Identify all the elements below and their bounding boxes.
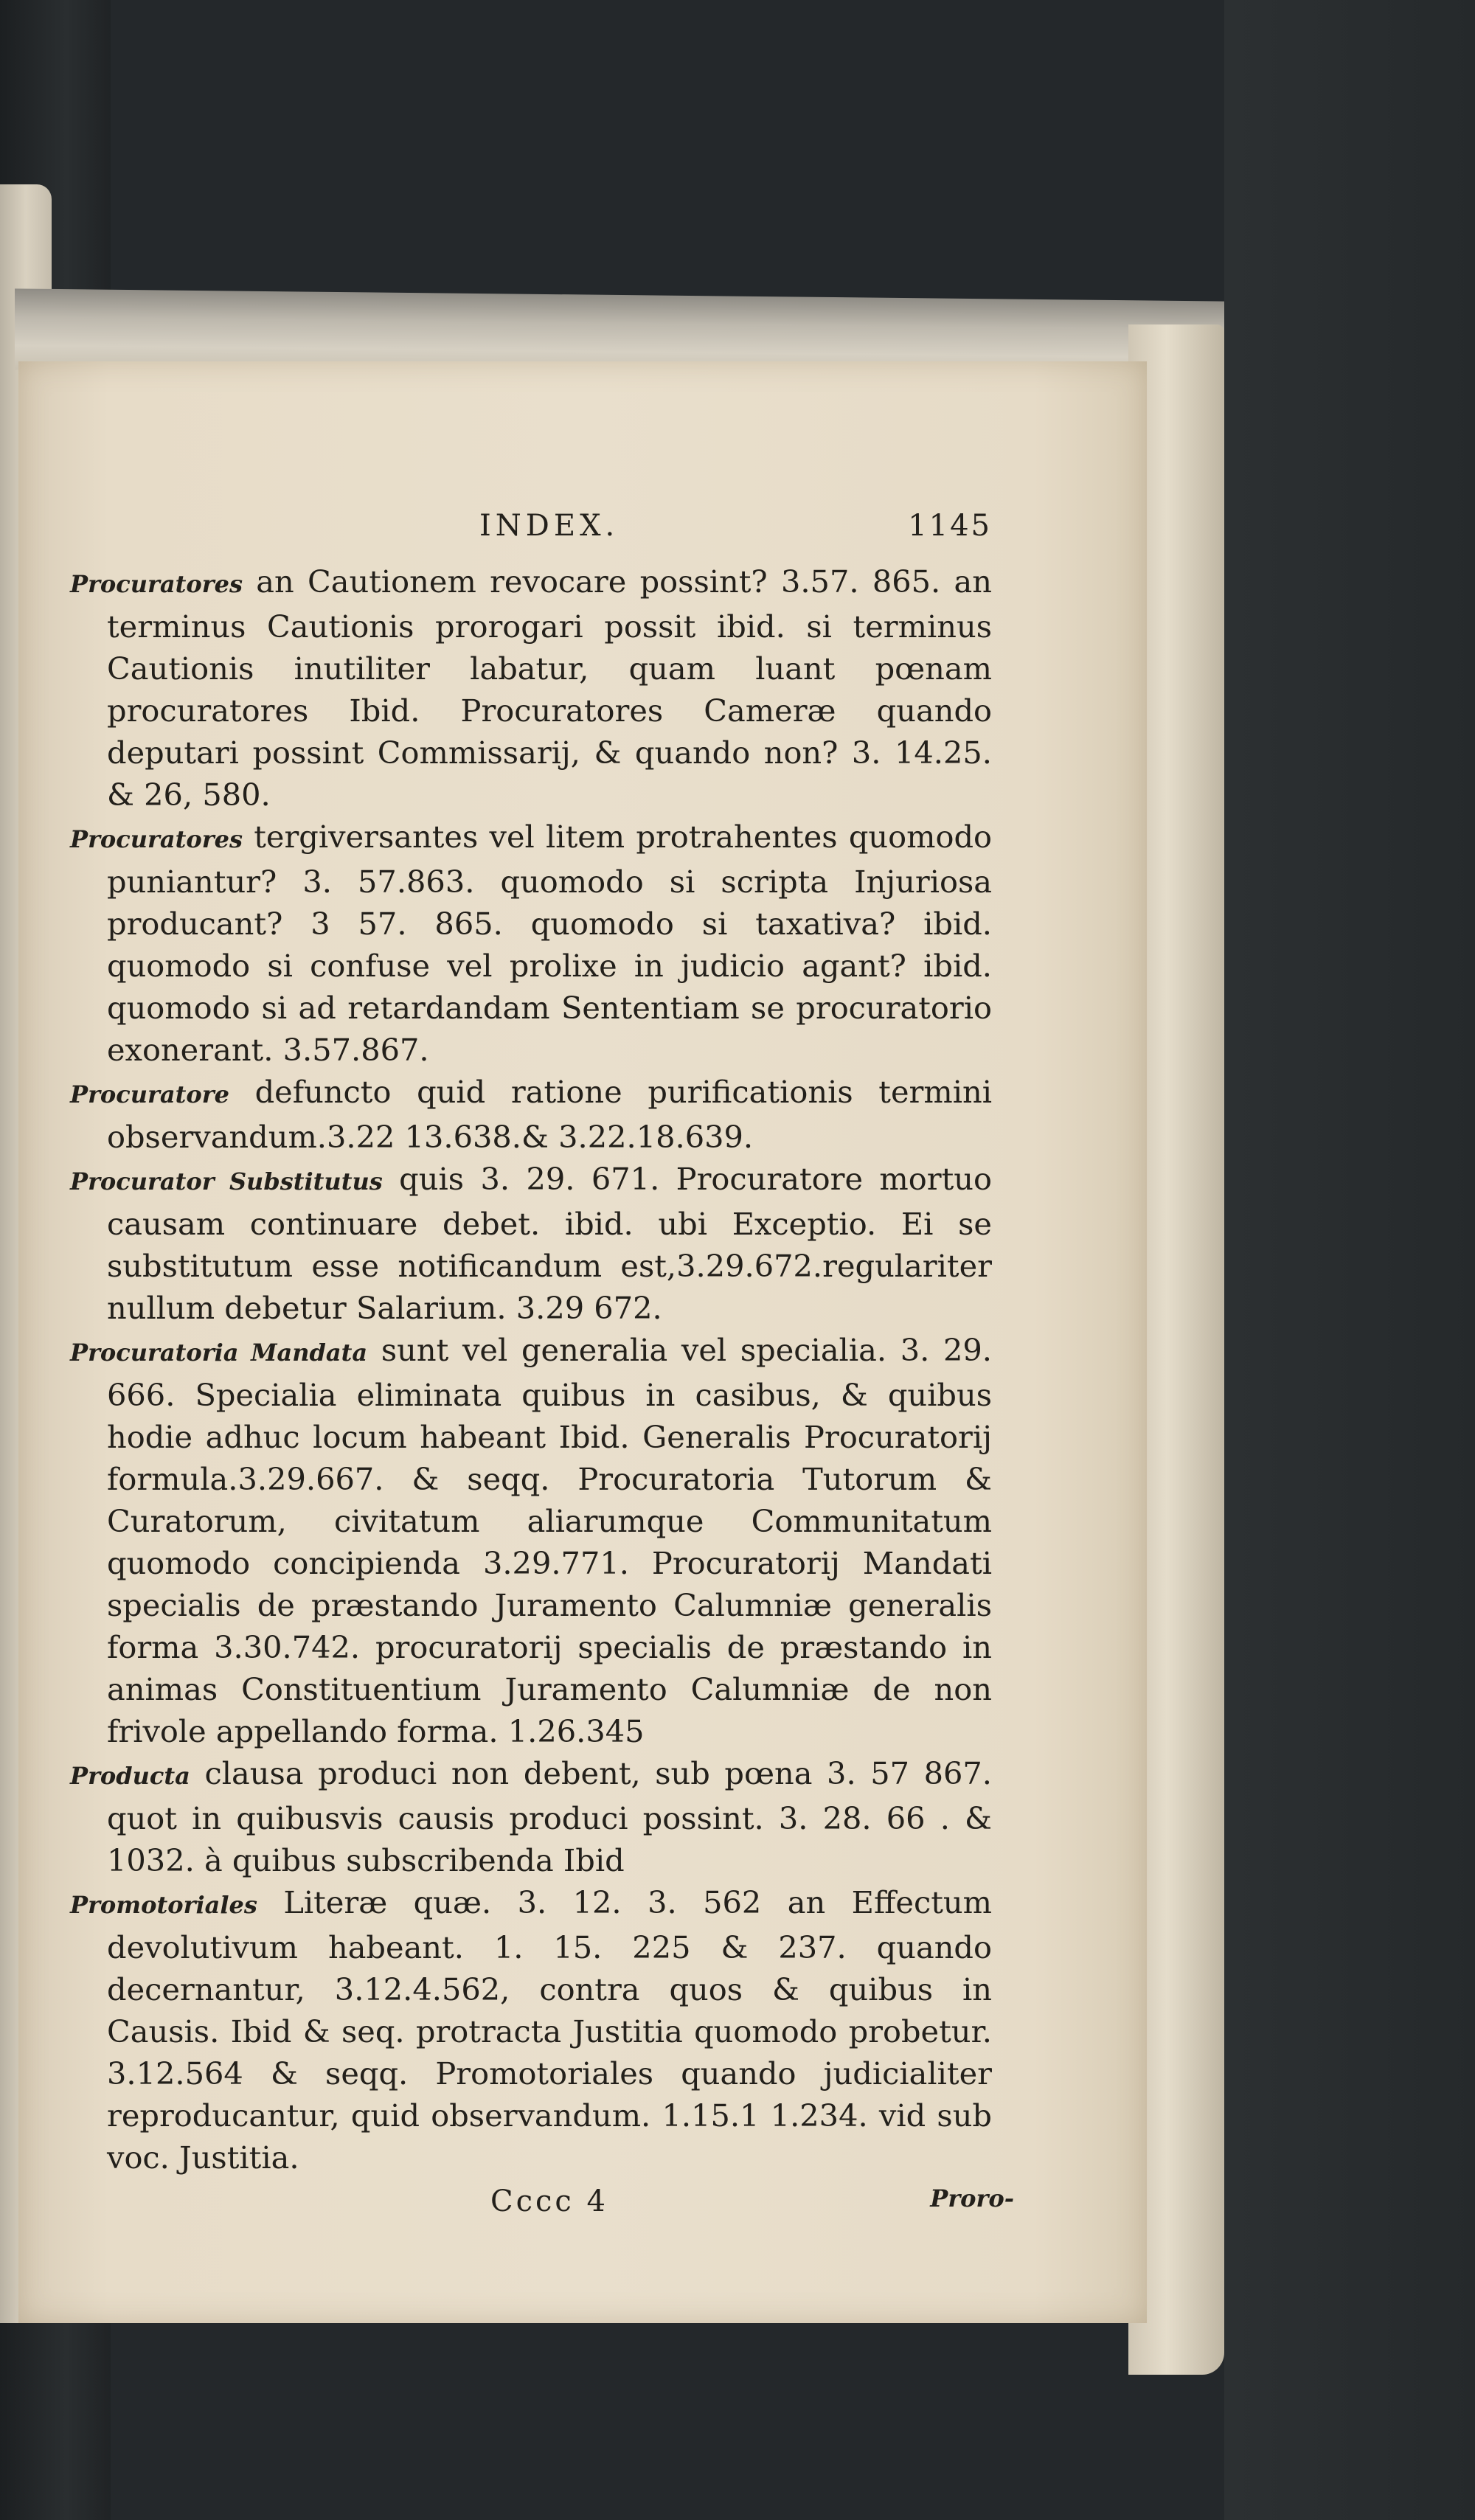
index-entry (70, 816, 992, 1071)
index-headword: Procuratores (70, 825, 243, 853)
background-right (1224, 0, 1475, 2520)
index-entry-text: quis 3. 29. 671. Procuratore mortuo causam continuare debet. ibid. ubi Exceptio. Ei se substitutum esse notificandum est,3.29.672.regulariter nullum debetur Salarium. 3.29 672. (107, 1161, 992, 1326)
index-entry (70, 1071, 992, 1158)
page-number: 1145 (908, 509, 992, 543)
page-footer (70, 2184, 1014, 2236)
index-headword: Procuratore (70, 1080, 229, 1108)
index-entry (70, 1752, 992, 1881)
index-entry (70, 1158, 992, 1329)
index-entry (70, 560, 992, 816)
index-entry-text: sunt vel generalia vel specialia. 3. 29. 666. Specialia eliminata quibus in casibus, & quibus hodie adhuc locum habeant Ibid. Generalis Procuratorij formula.3.29.667. & seqq. Procuratoria Tutorum & Curatorum, civitatum aliarumque Communitatum quomodo concipienda 3.29.771. Procuratorij Mandati specialis de præstando Juramento Calumniæ generalis forma 3.30.742. procuratorij specialis de præstando in animas Constituentium Juramento Calumniæ de non frivole appellando forma. 1.26.345 (107, 1332, 993, 1749)
index-entry-text: Literæ quæ. 3. 12. 3. 562 an Effectum devolutivum habeant. 1. 15. 225 & 237. quando decernantur, 3.12.4.562, contra quos & quibus in Causis. Ibid & seq. protracta Justitia quomodo probetur. 3.12.564 & seqq. Promotoriales quando judicialiter reproducantur, quid observandum. 1.15.1 1.234. vid sub voc. Justitia. (107, 1884, 992, 2176)
index-entry (70, 1881, 992, 2179)
index-headword: Promotoriales (70, 1891, 257, 1919)
page-text-block (70, 509, 1014, 2236)
index-headword: Procuratores (70, 570, 243, 598)
signature-mark: Cccc 4 (490, 2184, 608, 2218)
running-head-title: INDEX. (479, 509, 620, 543)
index-entry (70, 1329, 992, 1752)
catchword: Proro- (930, 2184, 1014, 2212)
running-head (70, 509, 992, 560)
index-headword: Procurator Substitutus (70, 1167, 383, 1195)
index-entry-text: clausa produci non debent, sub pœna 3. 57 867. quot in quibusvis causis produci possint. 3. 28. 66 . & 1032. à quibus subscribenda Ibid (107, 1755, 992, 1878)
index-headword: Procuratoria Mandata (70, 1339, 368, 1367)
book-page (18, 361, 1147, 2323)
index-entry-text: defuncto quid ratione purificationis termini observandum.3.22 13.638.& 3.22.18.639. (107, 1074, 992, 1155)
index-headword: Producta (70, 1762, 190, 1790)
index-entry-text: tergiversantes vel litem protrahentes quomodo puniantur? 3. 57.863. quomodo si scripta Injuriosa producant? 3 57. 865. quomodo si taxativa? ibid. quomodo si confuse vel prolixe in judicio agant? ibid. quomodo si ad retardandam Sententiam se procuratorio exonerant. 3.57.867. (107, 819, 992, 1068)
index-entry-text: an Cautionem revocare possint? 3.57. 865. an terminus Cautionis prorogari possit ibid. si terminus Cautionis inutiliter labatur, quam luant pœnam procuratores Ibid. Procuratores Cameræ quando deputari possint Commissarij, & quando non? 3. 14.25. & 26, 580. (107, 563, 992, 813)
